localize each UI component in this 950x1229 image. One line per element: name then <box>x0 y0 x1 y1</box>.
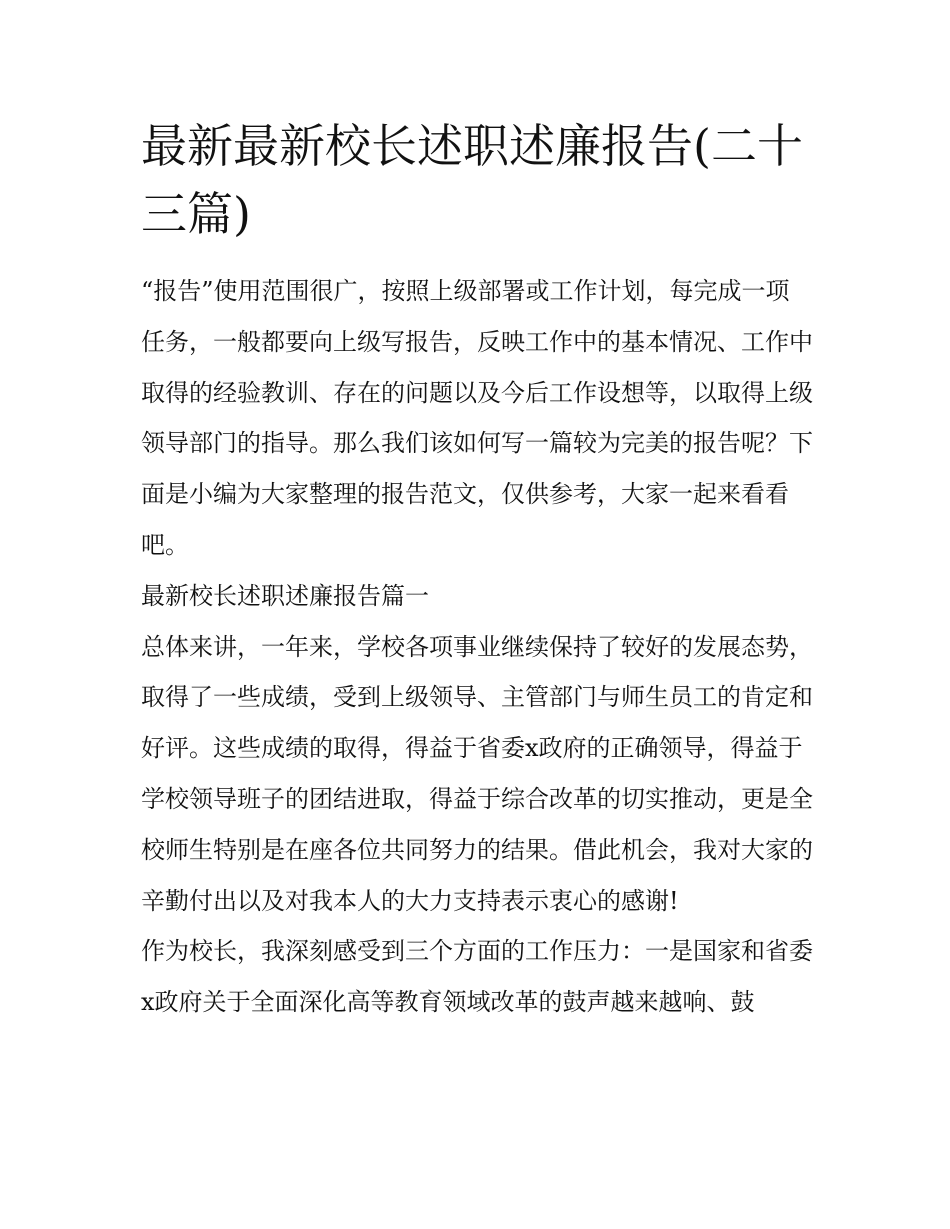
body-paragraph: 作为校长，我深刻感受到三个方面的工作压力：一是国家和省委x政府关于全面深化高等教育领域改革的鼓声越来越响、鼓 <box>141 937 813 1017</box>
body-paragraph: 总体来讲，一年来，学校各项事业继续保持了较好的发展态势，取得了一些成绩，受到上级领导、主管部门与师生员工的肯定和好评。这些成绩的取得，得益于省委x政府的正确领导，得益于学校领导班子的团结进取，得益于综合改革的切实推动，更是全校师生特别是在座各位共同努力的结果。借此机会，我对大家的辛勤付出以及对我本人的大力支持表示衷心的感谢! <box>141 632 813 915</box>
document-page <box>141 112 813 1028</box>
section-heading: 最新校长述职述廉报告篇一 <box>141 581 429 610</box>
intro-paragraph: “报告”使用范围很广，按照上级部署或工作计划，每完成一项任务，一般都要向上级写报告，反映工作中的基本情况、工作中取得的经验教训、存在的问题以及今后工作设想等，以取得上级领导部门的指导。那么我们该如何写一篇较为完美的报告呢？下面是小编为大家整理的报告范文，仅供参考，大家一起来看看吧。 <box>141 277 813 559</box>
document-title: 最新最新校长述职述廉报告(二十三篇) <box>141 119 803 241</box>
